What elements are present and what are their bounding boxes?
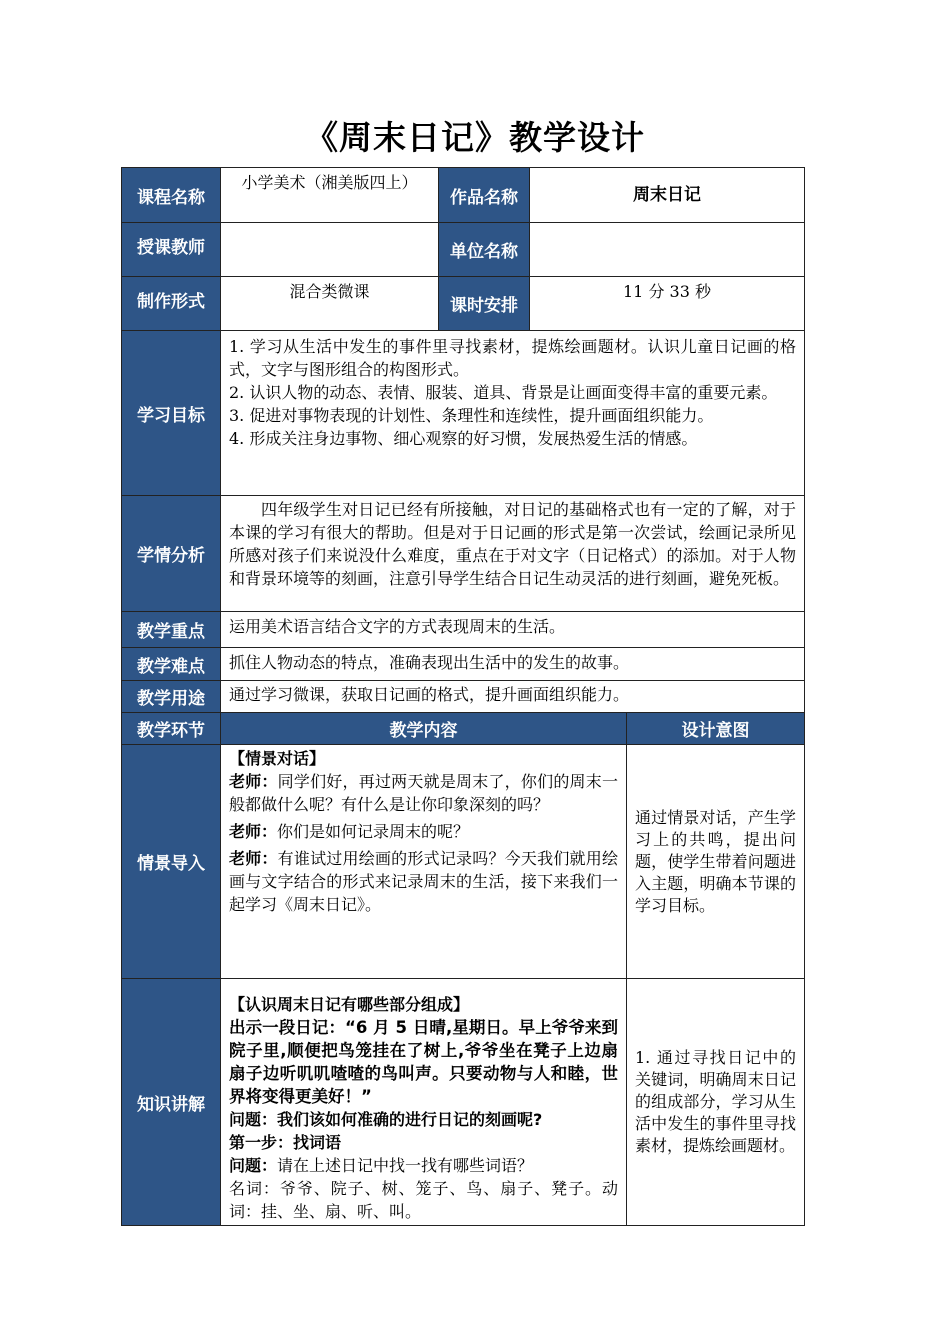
speaker-label: 老师： bbox=[229, 849, 278, 868]
key-point-text: 运用美术语言结合文字的方式表现周末的生活。 bbox=[221, 612, 805, 648]
row-format bbox=[122, 277, 805, 331]
word-list: 名词：爷爷、院子、树、笼子、鸟、扇子、凳子。动词：挂、坐、扇、听、叫。 bbox=[229, 1179, 618, 1221]
row-teacher bbox=[122, 223, 805, 277]
intro-label: 情景导入 bbox=[122, 745, 221, 979]
row-intro bbox=[122, 745, 805, 979]
row-column-headers bbox=[122, 713, 805, 745]
diary-text: “6 月 5 日晴,星期日。早上爷爷来到院子里,顺便把鸟笼挂在了树上,爷爷坐在凳子上边扇扇子边听叽叽喳喳的鸟叫声。只要动物与人和睦，世界将变得更美好！” bbox=[229, 1018, 618, 1106]
time-label: 课时安排 bbox=[439, 277, 530, 331]
intro-content bbox=[221, 745, 627, 979]
teacher-label: 授课教师 bbox=[122, 223, 221, 277]
analysis-paragraph: 四年级学生对日记已经有所接触，对日记的基础格式也有一定的了解，对于本课的学习有很大的帮助。但是对于日记画的形式是第一次尝试，绘画记录所见所感对孩子们来说没什么难度，重点在于对文字（日记格式）的添加。对于人物和背景环境等的刻画，注意引导学生结合日记生动灵活的进行刻画，避免死板。 bbox=[229, 500, 796, 588]
speaker-label: 老师： bbox=[229, 822, 278, 841]
step-one: 第一步：找词语 bbox=[229, 1133, 342, 1152]
speaker-label: 老师： bbox=[229, 772, 278, 791]
diary-excerpt bbox=[229, 1016, 618, 1108]
knowledge-intent: 1. 通过寻找日记中的关键词，明确周末日记的组成部分，学习从生活中发生的事件里寻找素材，提炼绘画题材。 bbox=[627, 979, 805, 1226]
usage-label: 教学用途 bbox=[122, 681, 221, 713]
knowledge-content bbox=[221, 979, 627, 1226]
page-title: 《周末日记》教学设计 bbox=[305, 118, 645, 157]
dialogue-text: 同学们好，再过两天就是周末了，你们的周末一般都做什么呢？有什么是让你印象深刻的吗？ bbox=[229, 772, 618, 814]
format-label: 制作形式 bbox=[122, 277, 221, 331]
unit-label: 单位名称 bbox=[439, 223, 530, 277]
row-usage bbox=[122, 681, 805, 713]
intro-intent: 通过情景对话，产生学习上的共鸣，提出问题，使学生带着问题进入主题，明确本节课的学习目标。 bbox=[627, 745, 805, 979]
work-value: 周末日记 bbox=[530, 168, 805, 223]
course-value: 小学美术（湘美版四上） bbox=[221, 168, 439, 223]
row-analysis bbox=[122, 496, 805, 612]
key-point-label: 教学重点 bbox=[122, 612, 221, 648]
goal-item: 3. 促进对事物表现的计划性、条理性和连续性，提升画面组织能力。 bbox=[229, 406, 714, 425]
col-intent-header: 设计意图 bbox=[627, 713, 805, 745]
col-stage-header: 教学环节 bbox=[122, 713, 221, 745]
goal-item: 1. 学习从生活中发生的事件里寻找素材，提炼绘画题材。认识儿童日记画的格式，文字与图形组合的构图形式。 bbox=[229, 337, 796, 379]
knowledge-heading: 【认识周末日记有哪些部分组成】 bbox=[229, 995, 470, 1014]
work-label: 作品名称 bbox=[439, 168, 530, 223]
lesson-plan-table bbox=[121, 167, 805, 1226]
difficulty-label: 教学难点 bbox=[122, 648, 221, 681]
knowledge-label: 知识讲解 bbox=[122, 979, 221, 1226]
analysis-text bbox=[221, 496, 805, 612]
col-content-header: 教学内容 bbox=[221, 713, 627, 745]
analysis-label: 学情分析 bbox=[122, 496, 221, 612]
unit-value bbox=[530, 223, 805, 277]
row-course bbox=[122, 168, 805, 223]
row-knowledge bbox=[122, 979, 805, 1226]
goal-item: 2. 认识人物的动态、表情、服装、道具、背景是让画面变得丰富的重要元素。 bbox=[229, 383, 778, 402]
goal-item: 4. 形成关注身边事物、细心观察的好习惯，发展热爱生活的情感。 bbox=[229, 429, 698, 448]
goals-label: 学习目标 bbox=[122, 331, 221, 496]
teacher-value bbox=[221, 223, 439, 277]
dialogue-line bbox=[229, 820, 618, 843]
question-text: 请在上述日记中找一找有哪些词语？ bbox=[277, 1156, 534, 1175]
time-value: 11 分 33 秒 bbox=[530, 277, 805, 331]
row-key-point bbox=[122, 612, 805, 648]
intro-heading: 【情景对话】 bbox=[229, 749, 326, 768]
knowledge-question: 问题：我们该如何准确的进行日记的刻画呢? bbox=[229, 1110, 543, 1129]
dialogue-text: 有谁试过用绘画的形式记录吗？今天我们就用绘画与文字结合的形式来记录周末的生活，接下来我们一起学习《周末日记》。 bbox=[229, 849, 618, 914]
dialogue-text: 你们是如何记录周末的呢？ bbox=[277, 822, 470, 841]
format-value: 混合类微课 bbox=[221, 277, 439, 331]
step-question bbox=[229, 1154, 618, 1177]
difficulty-text: 抓住人物动态的特点，准确表现出生活中的发生的故事。 bbox=[221, 648, 805, 681]
dialogue-line bbox=[229, 770, 618, 816]
usage-text: 通过学习微课，获取日记画的格式，提升画面组织能力。 bbox=[221, 681, 805, 713]
question-label: 问题： bbox=[229, 1156, 278, 1175]
diary-label: 出示一段日记： bbox=[229, 1018, 346, 1037]
goals-list bbox=[221, 331, 805, 496]
dialogue-line bbox=[229, 847, 618, 916]
row-difficulty bbox=[122, 648, 805, 681]
row-goals bbox=[122, 331, 805, 496]
course-label: 课程名称 bbox=[122, 168, 221, 223]
